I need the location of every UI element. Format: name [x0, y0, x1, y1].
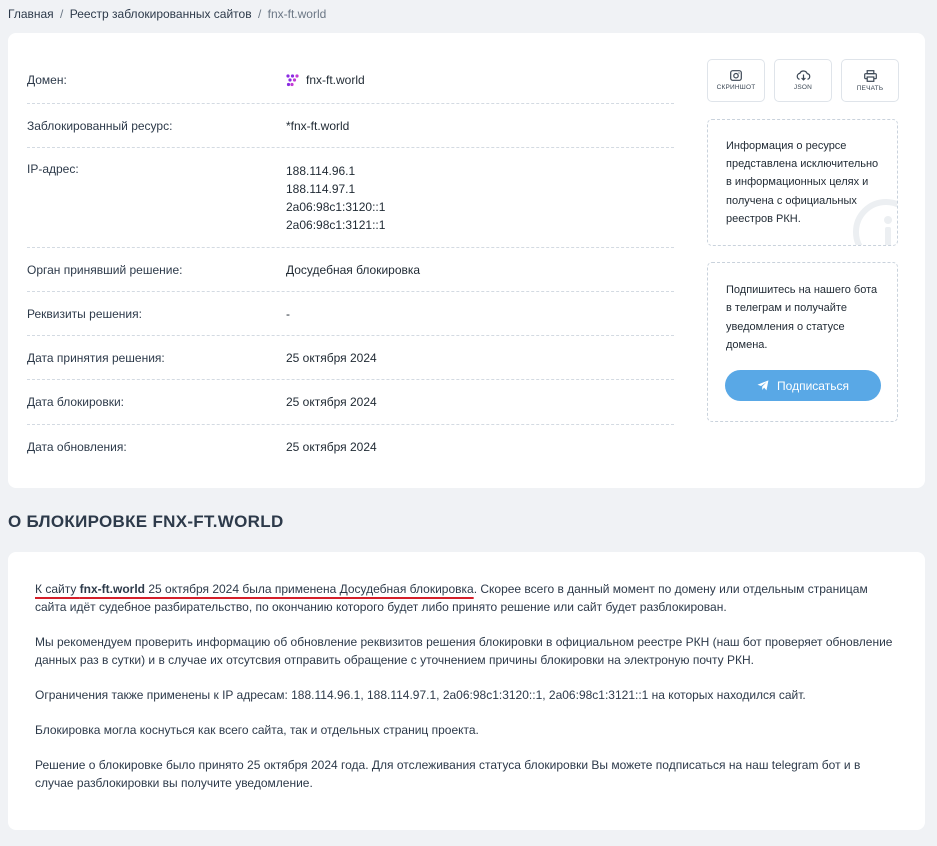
- description-paragraph: Мы рекомендуем проверить информацию об обновление реквизитов решения блокировки в официальном реестре РКН (наш бот проверяет обновление данных раз в сутки) и в случае их отсутсвия отправить обращение с уточнением причины блокировки на электроную почту РКН.: [35, 635, 893, 667]
- json-button[interactable]: [774, 59, 832, 102]
- screenshot-label: СКРИНШОТ: [716, 84, 756, 91]
- printer-icon: [864, 70, 877, 82]
- section-title: О БЛОКИРОВКЕ FNX-FT.WORLD: [8, 512, 284, 531]
- description-domain: fnx-ft.world: [79, 582, 145, 596]
- breadcrumb-separator: /: [60, 7, 64, 21]
- info-note-text: Информация о ресурсе представлена исключительно в информационных целях и получена с официальных реестров РКН.: [726, 140, 879, 225]
- info-label: Дата блокировки:: [27, 395, 125, 409]
- blocked-resource-value: *fnx-ft.world: [286, 118, 350, 133]
- description-highlight: [35, 582, 474, 596]
- subscribe-text: Подпишитесь на нашего бота в телеграм и получайте уведомления о статусе домена.: [726, 284, 878, 352]
- subscribe-box: [707, 262, 898, 422]
- domain-info-table: [27, 59, 674, 469]
- camera-icon: [730, 70, 742, 81]
- info-label: Реквизиты решения:: [27, 306, 142, 321]
- subscribe-button-label: Подписаться: [777, 378, 849, 393]
- json-label: JSON: [793, 84, 813, 91]
- telegram-icon: [757, 380, 769, 391]
- breadcrumb-current: fnx-ft.world: [267, 7, 327, 21]
- description-text: К сайту: [35, 582, 80, 596]
- breadcrumb-home-link[interactable]: Главная: [8, 7, 54, 21]
- info-label: Домен:: [27, 73, 67, 87]
- block-description: [35, 580, 895, 809]
- info-icon: [853, 199, 898, 246]
- info-row-decision-date: [27, 336, 674, 380]
- description-paragraph: Блокировка могла коснуться как всего сайта, так и отдельных страниц проекта.: [35, 723, 479, 737]
- info-label: Дата принятия решения:: [27, 350, 165, 365]
- update-date-value: 25 октября 2024: [286, 440, 377, 454]
- info-row-domain: [27, 59, 674, 104]
- ip-list: [286, 162, 674, 247]
- action-buttons: [707, 59, 899, 102]
- ip-address: 2a06:98c1:3120::1: [286, 200, 386, 214]
- info-row-blocked-resource: [27, 104, 674, 148]
- cloud-download-icon: [796, 70, 811, 81]
- print-label: ПЕЧАТЬ: [856, 84, 884, 92]
- breadcrumb-separator: /: [257, 7, 262, 21]
- info-note: [707, 119, 898, 246]
- description-paragraph: Ограничения также применены к IP адресам: 188.114.96.1, 188.114.97.1, 2a06:98c1:3120::1, 2a06:98c1:3121::1 на которых находился сайт.: [35, 688, 806, 702]
- breadcrumb-registry-link[interactable]: Реестр заблокированных сайтов: [69, 7, 252, 21]
- info-label: IP-адрес:: [27, 162, 79, 176]
- ip-address: 188.114.96.1: [286, 164, 356, 178]
- info-row-authority: [27, 248, 674, 292]
- info-label: Орган принявший решение:: [27, 262, 183, 277]
- requisites-value: -: [286, 306, 290, 321]
- screenshot-button[interactable]: [707, 59, 765, 102]
- domain-value: fnx-ft.world: [306, 73, 365, 87]
- info-label: Дата обновления:: [27, 440, 127, 454]
- authority-value: Досудебная блокировка: [286, 262, 421, 277]
- info-row-update-date: [27, 425, 674, 469]
- description-paragraph: [35, 580, 895, 616]
- description-text: 25 октября 2024 была применена Досудебная блокировка: [145, 582, 474, 596]
- block-date-value: 25 октября 2024: [286, 395, 377, 409]
- domain-favicon-icon: [286, 74, 299, 87]
- print-button[interactable]: [841, 59, 899, 102]
- info-label: Заблокированный ресурс:: [27, 118, 173, 133]
- breadcrumb: [8, 7, 326, 21]
- ip-address: 188.114.97.1: [286, 182, 356, 196]
- description-text: . Скорее всего в данный момент по домену или отдельным страницам сайта идёт судебное разбирательство, по окончанию которого будет либо принято решение или сайт будет разблокирован.: [35, 582, 868, 614]
- subscribe-button[interactable]: [725, 370, 881, 401]
- info-row-block-date: [27, 380, 674, 425]
- ip-address: 2a06:98c1:3121::1: [286, 218, 386, 232]
- block-description-card: [8, 552, 925, 830]
- info-row-requisites: [27, 292, 674, 336]
- info-row-ip: [27, 148, 674, 248]
- decision-date-value: 25 октября 2024: [286, 350, 377, 365]
- description-paragraph: Решение о блокировке было принято 25 октября 2024 года. Для отслеживания статуса блокировки Вы можете подписаться на наш telegram бот и в случае разблокировки вы получите уведомление.: [35, 758, 861, 790]
